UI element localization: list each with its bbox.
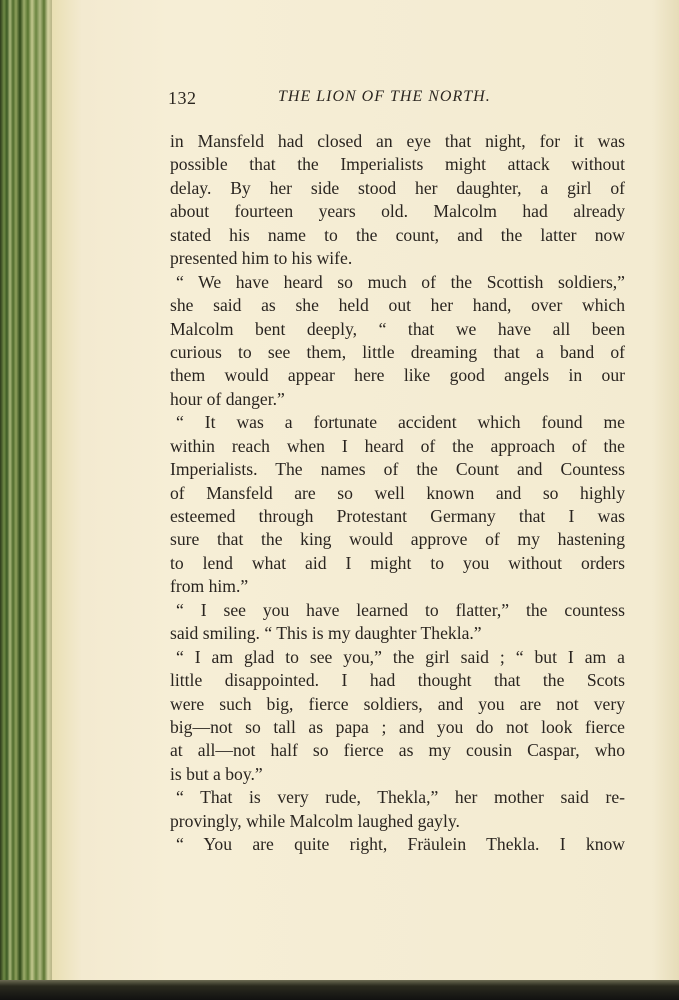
text-line: about fourteen years old. Malcolm had already: [170, 201, 625, 222]
text-line: curious to see them, little dreaming that a band of: [170, 341, 625, 362]
text-line: “ I see you have learned to flatter,” the countess: [176, 599, 625, 620]
text-line: is but a boy.”: [170, 763, 263, 784]
text-line: were such big, fierce soldiers, and you are not very: [170, 693, 625, 714]
text-line: sure that the king would approve of my hastening: [170, 529, 625, 550]
page-header: [168, 88, 626, 114]
text-line: within reach when I heard of the approach of the: [170, 435, 625, 456]
text-line: esteemed through Protestant Germany that I was: [170, 506, 625, 526]
text-line: from him.”: [170, 576, 249, 597]
text-line: little disappointed. I had thought that the Scots: [170, 670, 625, 691]
text-line: said smiling. “ This is my daughter Thekla.”: [170, 623, 482, 644]
text-line: she said as she held out her hand, over which: [170, 295, 625, 316]
body-text: [170, 130, 625, 857]
text-line: presented him to his wife.: [170, 248, 353, 269]
page-bottom-edge: [0, 980, 679, 1000]
text-line: big—not so tall as papa ; and you do not look fierce: [170, 716, 625, 737]
text-line: “ That is very rude, Thekla,” her mother said re-: [176, 787, 625, 808]
page-number: 132: [168, 88, 197, 108]
text-line: of Mansfeld are so well known and so highly: [170, 482, 625, 503]
text-line: possible that the Imperialists might attack without: [170, 154, 625, 175]
text-line: to lend what aid I might to you without orders: [170, 552, 625, 573]
text-line: them would appear here like good angels in our: [170, 365, 625, 386]
text-line: “ You are quite right, Fräulein Thekla. I know: [176, 834, 625, 855]
text-line: at all—not half so fierce as my cousin Caspar, who: [170, 740, 625, 761]
text-line: Imperialists. The names of the Count and Countess: [170, 459, 625, 480]
text-line: “ I am glad to see you,” the girl said ; “ but I am a: [176, 646, 625, 667]
text-line: “ It was a fortunate accident which found me: [176, 412, 625, 433]
text-line: delay. By her side stood her daughter, a girl of: [170, 177, 625, 198]
text-line: “ We have heard so much of the Scottish soldiers,”: [176, 271, 625, 292]
text-line: stated his name to the count, and the latter now: [170, 224, 625, 245]
text-line: Malcolm bent deeply, “ that we have all been: [170, 318, 625, 339]
running-title: THE LION OF THE NORTH.: [278, 88, 491, 105]
text-line: hour of danger.”: [170, 388, 285, 409]
text-line: provingly, while Malcolm laughed gayly.: [170, 810, 460, 831]
book-spine: [0, 0, 56, 1000]
text-line: in Mansfeld had closed an eye that night, for it was: [170, 131, 625, 151]
